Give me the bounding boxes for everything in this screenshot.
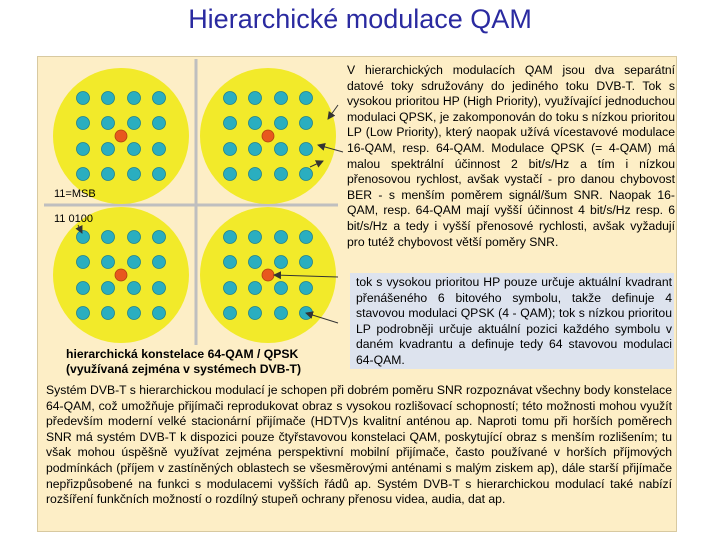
lp-constellation-point: [153, 92, 166, 105]
lp-constellation-point: [224, 282, 237, 295]
lp-constellation-point: [102, 307, 115, 320]
lp-constellation-point: [128, 117, 141, 130]
caption-line-1: hierarchická konstelace 64-QAM / QPSK: [66, 347, 299, 361]
lp-constellation-point: [77, 256, 90, 269]
hp-qpsk-point: [262, 130, 274, 142]
diagram-caption: [66, 347, 356, 378]
quadrant-bottom-right: [200, 207, 336, 343]
lp-constellation-point: [153, 168, 166, 181]
lp-constellation-point: [102, 117, 115, 130]
lp-constellation-point: [249, 92, 262, 105]
lp-constellation-point: [128, 92, 141, 105]
lp-constellation-point: [300, 256, 313, 269]
quadrant-bottom-left: [53, 207, 189, 343]
lp-constellation-point: [153, 307, 166, 320]
lp-constellation-point: [77, 117, 90, 130]
lp-constellation-point: [153, 143, 166, 156]
caption-line-2: (využívaná zejména v systémech DVB-T): [66, 362, 302, 377]
lp-constellation-point: [249, 168, 262, 181]
lp-constellation-point: [128, 282, 141, 295]
lp-constellation-point: [102, 256, 115, 269]
lp-constellation-point: [300, 282, 313, 295]
lp-constellation-point: [249, 282, 262, 295]
lp-constellation-point: [300, 117, 313, 130]
lp-constellation-point: [102, 92, 115, 105]
summary-paragraph: Systém DVB-T s hierarchickou modulací je schopen při dobrém poměru SNR rozpoznávat všechny body konstelace 64-QAM, což umožňuje přijímači reprodukovat obraz s vysokou rozlišovací schopností; této možnosti mohou využít především moderní velké stacionární přijímače (HDTV)s kvalitní anténou ap. Naproti tomu při horších poměrech SNR má systém DVB-T k dispozici pouze čtyřstavovou konstelaci QAM, poskytující obraz s menším rozlišením; tu však mohou úspěšně využívat zejména perspektivní mobilní přijímače, často používané v horších příjmových podmínkách (příjem v zastíněných oblastech se všesměrovými anténami s malým ziskem ap), dále starší přijímače nepřizpůsobené na funkci s modulacemi vyšších řádů ap. Systém DVB-T s hierarchickou modulací také nabízí rozšíření funkčních možností o rozdílný stupeň ochrany přenosu videa, audia, dat ap.: [46, 383, 672, 507]
lp-constellation-point: [128, 307, 141, 320]
lp-constellation-point: [275, 117, 288, 130]
msb-label: 11=MSB: [54, 188, 96, 200]
lp-constellation-point: [300, 143, 313, 156]
lp-constellation-point: [153, 256, 166, 269]
lp-constellation-point: [275, 282, 288, 295]
lp-constellation-point: [300, 231, 313, 244]
lp-constellation-point: [249, 307, 262, 320]
lp-constellation-point: [300, 92, 313, 105]
lp-constellation-point: [224, 143, 237, 156]
lp-constellation-point: [275, 143, 288, 156]
lp-constellation-point: [102, 168, 115, 181]
lp-constellation-point: [275, 256, 288, 269]
lp-constellation-point: [249, 143, 262, 156]
lp-constellation-point: [128, 256, 141, 269]
quadrant-top-left: [53, 68, 189, 204]
lp-constellation-point: [77, 231, 90, 244]
lp-constellation-point: [102, 143, 115, 156]
lp-constellation-point: [102, 231, 115, 244]
lp-constellation-point: [128, 143, 141, 156]
lp-constellation-point: [249, 256, 262, 269]
lp-constellation-point: [153, 231, 166, 244]
lp-constellation-point: [102, 282, 115, 295]
lp-constellation-point: [128, 168, 141, 181]
lp-constellation-point: [77, 282, 90, 295]
lp-constellation-point: [300, 168, 313, 181]
lp-constellation-point: [77, 92, 90, 105]
lp-constellation-point: [224, 231, 237, 244]
lp-constellation-point: [275, 231, 288, 244]
page-title: Hierarchické modulace QAM: [188, 4, 532, 34]
lp-constellation-point: [275, 307, 288, 320]
lp-constellation-point: [275, 168, 288, 181]
lp-constellation-point: [249, 117, 262, 130]
lp-constellation-point: [153, 282, 166, 295]
hp-qpsk-point: [115, 130, 127, 142]
hp-qpsk-point: [115, 269, 127, 281]
lp-constellation-point: [275, 92, 288, 105]
hp-qpsk-point: [262, 269, 274, 281]
lp-constellation-point: [224, 256, 237, 269]
lp-constellation-point: [249, 231, 262, 244]
intro-paragraph: V hierarchických modulacích QAM jsou dva separátní datové toky sdružovány do jediného toku DVB-T. Tok s vysokou prioritou HP (High Priority), využívající jednoduchou modulaci QPSK, je zakomponován do toku s nízkou prioritou LP (Low Priority), který naopak užívá vícestavové modulace 16-QAM, resp. 64-QAM. Modulace QPSK (= 4-QAM) má malou spektrální účinnost 2 bit/s/Hz a tím i nízkou přenosovou rychlost, avšak vystačí - pro danou chybovost BER - s menším poměrem signál/šum SNR. Naopak 16-QAM, resp. 64-QAM mají vyšší účinnost 4 bit/s/Hz resp. 6 bit/s/Hz a tedy i vyšší přenosové rychlosti, avšak vyžadují pro tutéž chybovost větší poměry SNR.: [347, 63, 675, 249]
lp-constellation-point: [224, 307, 237, 320]
lp-constellation-point: [77, 307, 90, 320]
content-panel: [37, 56, 677, 532]
lp-constellation-point: [128, 231, 141, 244]
lp-constellation-point: [77, 168, 90, 181]
lp-constellation-point: [153, 117, 166, 130]
lp-constellation-point: [224, 92, 237, 105]
quadrant-top-right: [200, 68, 336, 204]
lp-constellation-point: [224, 117, 237, 130]
lp-constellation-point: [224, 168, 237, 181]
symbol-bits-label: 11 0100: [54, 213, 93, 225]
lp-constellation-point: [77, 143, 90, 156]
priority-note: tok s vysokou prioritou HP pouze určuje aktuální kvadrant přenášeného 6 bitového symbolu, takže definuje 4 stavovou modulaci QPSK (4 - QAM); tok s nízkou prioritou LP podrobněji určuje aktuální pozici každého symbolu v daném kvadrantu a definuje tedy 64 stavovou modulaci 64-QAM.: [356, 275, 672, 367]
